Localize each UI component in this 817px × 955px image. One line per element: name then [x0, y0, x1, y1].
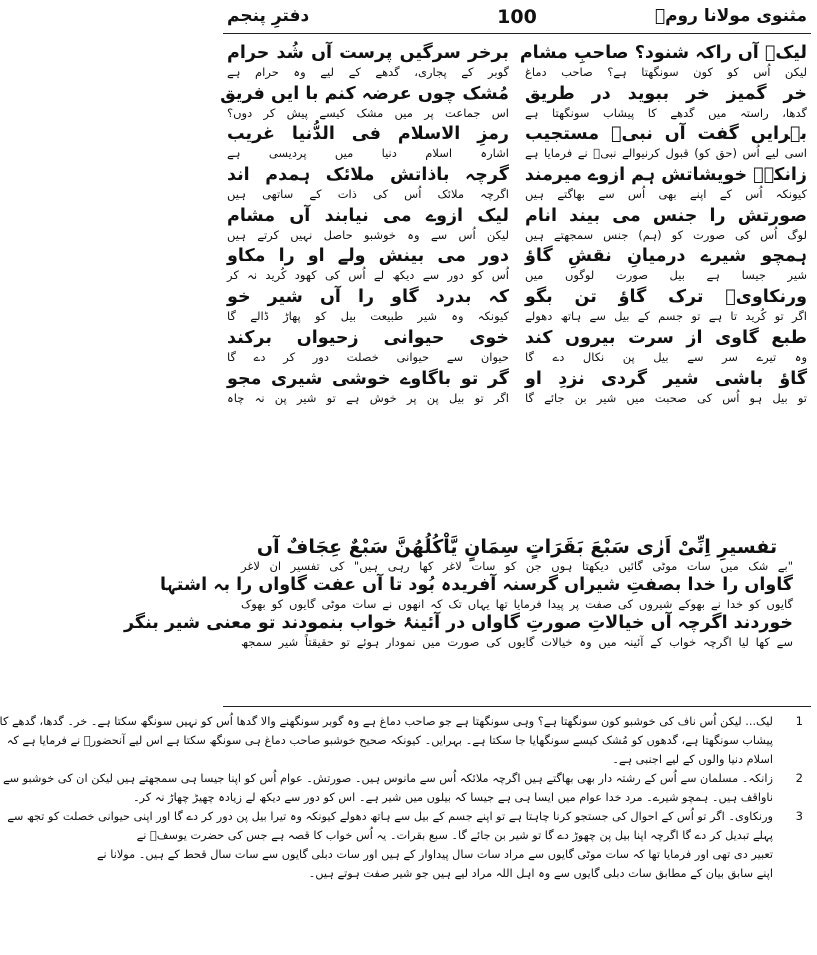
couplet: [227, 205, 509, 246]
couplet: [525, 327, 807, 368]
footnote-line: ناواقف ہیں۔ ہمچو شیرے۔ مرد خدا عوام میں ایسا ہی ہے جیسا کہ بیلوں میں شیر ہے۔ اس کو دور سے دیکھ لے زیادہ چھیڑ چھاڑ نہ کر۔: [132, 791, 773, 804]
persian-verse: بہرایں گفت آں نبیؐ مستجیب: [525, 124, 807, 145]
footnotes: [0, 712, 807, 883]
couplet: [227, 245, 509, 286]
persian-verse: گرچہ باذاتش ملائک ہمدم اند: [227, 165, 509, 186]
footnote-line: لیک... لیکن اُس ناف کی خوشبو کون سونگھتا ہے؟ وہی سونگھتا ہے جو صاحب دماغ ہے وہ گوبر سونگھنے والا گدھا اُس کو نہیں سونگھ سکتا ہے۔ خر۔ گدھا، گدھے کا: [0, 715, 773, 728]
page-number: 100: [497, 6, 537, 28]
couplet: [227, 368, 509, 409]
footnote-line: اپنے سابق بیان کے مطابق سات دبلی گایوں سے وہ اہل اللہ مراد لیے ہیں جو شیر صفت ہوتے ہیں۔: [308, 867, 773, 880]
persian-verse: رمزِ الاسلام فی الدُّنیا غریب: [227, 124, 509, 145]
urdu-translation: کیونکہ وہ شیر طبیعت بیل کو پھاڑ ڈالے گا: [227, 309, 509, 324]
persian-verse: برخر سرگیں پرست آں شُد حرام: [227, 43, 509, 63]
urdu-translation: شیر جیسا ہے بیل صورت لوگوں میں: [525, 268, 807, 283]
persian-verse: گاؤ باشی شیر گردی نزدِ او: [525, 368, 807, 389]
urdu-translation: کیونکہ اُس کے اپنے بھی اُس سے بھاگتے ہیں: [525, 187, 807, 202]
footnote-line: زانکہ۔ مسلمان سے اُس کے رشتہ دار بھی بھاگتے ہیں اگرچہ ملائکہ اُس سے مانوس ہیں۔ صورتش۔ عوام اُس کو اپنا جیسا ہی سمجھتے ہیں لیکن ان کی خوشبو سے: [2, 772, 773, 785]
urdu-translation: گوبر کے پجاری، گدھے کے لیے وہ حرام ہے: [227, 65, 509, 79]
urdu-translation: وہ تیرے سر سے بیل پن نکال دے گا: [525, 349, 807, 364]
urdu-translation: تو بیل ہو اُس کی صحبت میں شیر بن جائے گا: [525, 390, 807, 405]
persian-verse: ورنکاویؔ ترک گاؤ تن بگو: [525, 287, 807, 308]
tafsir-title: تفسیرِ اِنِّیْ اَرٰی سَبْعَ بَقَرَاتٍ سِمَانٍ یَّاْکُلُھُنَّ سَبْعٌ عِجَافٌ آں: [256, 536, 778, 558]
persian-verse: دور می بینش ولے او را مکاو: [227, 246, 509, 267]
persian-verse: صورتش را جنس می بیند انام: [525, 205, 807, 226]
persian-verse: کہ بدرد گاو را آں شیر خو: [227, 287, 509, 308]
footnote-rule: [223, 706, 811, 707]
tafsir-translation-line: "بے شک میں سات موٹی گائیں دیکھتا ہوں جن کو سات لاغر کھا رہی ہیں" کی تفسیر ان لاغر: [241, 559, 793, 573]
persian-verse: طبع گاوی از سرت بیروں کند: [525, 327, 807, 348]
persian-verse: خوی حیوانی زحیواں برکند: [227, 327, 509, 348]
footnote-number: 1: [795, 714, 803, 728]
couplet: [519, 42, 807, 83]
header-rule: [223, 33, 811, 34]
urdu-translation: اُس کو دور سے دیکھ لے اُس کی کھود کُرید نہ کر: [227, 268, 509, 283]
tafsir-translation-line: سے کھا لیا اگرچہ خواب کے آئینہ میں وہ خیالات گایوں کی صورت میں نمودار ہوئے تو حقیقتاً شیر سمجھ: [241, 635, 793, 649]
persian-verse: خر گمیز خر ببوید در طریق: [525, 83, 807, 104]
urdu-translation: اسی لیے اُس (حق کو) قبول کرنیوالے نبیؐ نے فرمایا ہے: [525, 146, 807, 161]
couplet: [525, 245, 807, 286]
verse-columns: [220, 42, 807, 532]
couplet: [525, 205, 807, 246]
footnote-number: 2: [795, 771, 803, 785]
right-verse-column: [519, 42, 807, 532]
urdu-translation: اگرچہ ملائک اُس کی ذات کے ساتھی ہیں: [227, 187, 509, 202]
footnote-line: تعبیر دی تھی اور فرمایا تھا کہ سات موٹی گایوں سے مراد سات سال پیداوار کے ہیں اور سات دبلی گایوں سے سات سال قحط کے ہیں۔ مولانا نے: [96, 848, 773, 861]
couplet: [227, 123, 509, 164]
couplet: [525, 368, 807, 409]
persian-verse: مُشک چوں عرضہ کنم با ایں فریق: [220, 83, 509, 104]
persian-verse: گر تو باگاوے خوشی شیری مجو: [227, 368, 509, 389]
tafsir-translation-line: گایوں کو خدا نے بھوکے شیروں کی صفت پر پیدا فرمایا تھا یہاں تک کہ انھوں نے سات موٹی گایوں کو بھوک: [241, 597, 793, 611]
tafsir-section: [124, 536, 793, 650]
footnote: [2, 769, 807, 807]
persian-verse: لیک ازوے می نیابند آں مشام: [227, 205, 509, 226]
footnote: [0, 712, 807, 769]
couplet: [220, 83, 509, 124]
urdu-translation: اس جماعت پر میں مشک کیسے پیش کر دوں؟: [227, 105, 509, 120]
urdu-translation: حیوان سے حیوانی خصلت دور کر دے گا: [227, 349, 509, 364]
urdu-translation: اشارہ اسلام دنیا میں پردیسی ہے: [227, 146, 509, 161]
footnote-number: 3: [795, 809, 803, 823]
footnote-line: پہلے تبدیل کر دے گا اگرچہ اپنا بیل پن چھوڑ دے گا تو شیر بن جائے گا۔ سبع بقرات۔ یہ اُس خواب کا قصہ ہے جس کی حضرت یوسفؑ نے: [136, 829, 773, 842]
urdu-translation: لوگ اُس کی صورت کو (ہم) جنس سمجھتے ہیں: [525, 227, 807, 242]
couplet: [525, 286, 807, 327]
couplet: [227, 286, 509, 327]
couplet: [525, 164, 807, 205]
couplet: [227, 327, 509, 368]
volume-title: دفترِ پنجم: [227, 6, 310, 26]
footnote-line: پیشاب سونگھتا ہے، گدھوں کو مُشک کیسے سونگھایا جا سکتا ہے۔ بہرایں۔ کیونکہ صحیح خوشبو صاحب دماغ ہی سونگھ سکتا ہے اس لیے آنحضورؐ نے فرمایا ہے کہ: [6, 734, 773, 747]
book-title: مثنوی مولانا رومؒ: [654, 6, 807, 26]
page-header: [223, 4, 811, 34]
tafsir-verse-line: گاواں را خدا بصفتِ شیراں گرسنہ آفریدہ بُود تا آں عفت گاواں را بہ اشتہا: [159, 575, 793, 595]
urdu-translation: اگر تو کُرید تا ہے تو جسم کے بیل سے ہاتھ دھولے: [525, 309, 807, 324]
persian-verse: ہمچو شیرے درمیانِ نقشِ گاؤ: [525, 246, 807, 267]
footnote-line: ورنکاوی۔ اگر تو اُس کے احوال کی جستجو کرنا چاہتا ہے تو اپنے جسم کے بیل سے ہاتھ دھولے کیونکہ وہ تیرا بیل پن دور کر دے گا اور اپنی حیوانی خصلت کو تجھ سے: [7, 810, 773, 823]
persian-verse: زانکہؔ خویشاتش ہم ازوے میرمند: [524, 165, 807, 186]
urdu-translation: لیکن اُس سے وہ خوشبو حاصل نہیں کرتے ہیں: [227, 227, 509, 242]
couplet: [227, 42, 509, 83]
couplet: [227, 164, 509, 205]
footnote: [7, 807, 807, 883]
urdu-translation: لیکن اُس کو کون سونگھتا ہے؟ صاحب دماغ: [525, 65, 807, 79]
couplet: [525, 123, 807, 164]
urdu-translation: اگر تو بیل پن پر خوش ہے تو شیر پن نہ چاہ: [227, 390, 509, 405]
footnote-line: اسلام دنیا والوں کے لیے اجنبی ہے۔: [612, 753, 773, 766]
persian-verse: لیکؔ آں راکہ شنود؟ صاحبِ مشام: [519, 43, 807, 63]
couplet: [525, 83, 807, 124]
left-verse-column: [220, 42, 509, 532]
urdu-translation: گدھا، راستہ میں گدھے کا پیشاب سونگھتا ہے: [525, 105, 807, 120]
tafsir-verse-line: خوردند اگرچہ آں خیالاتِ صورتِ گاواں در آئینۂ خواب بنمودند تو معنی شیر بنگر: [124, 613, 793, 633]
